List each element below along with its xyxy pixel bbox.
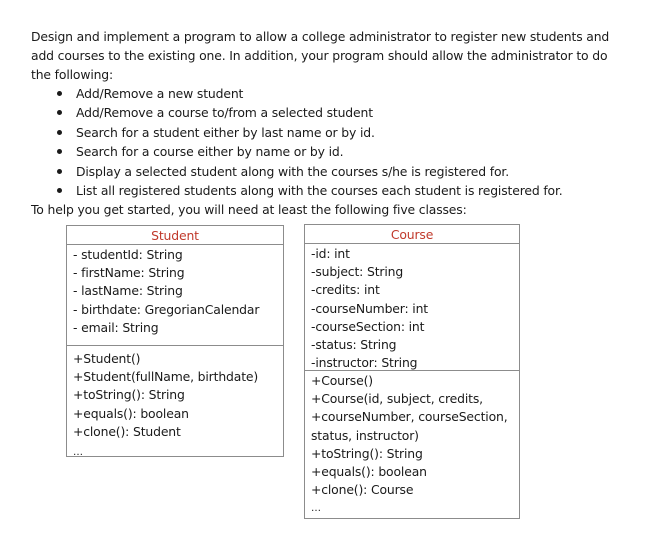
method: +toString(): String (73, 387, 185, 403)
attribute: - studentId: String (73, 247, 183, 262)
student-methods (67, 345, 283, 462)
method: +Course() (311, 373, 373, 388)
intro-line: the following: (31, 67, 114, 82)
student-class-title: Student (67, 226, 283, 245)
attribute: -id: int (311, 246, 350, 261)
method: +courseNumber, courseSection, (311, 409, 508, 425)
attribute: -credits: int (311, 282, 380, 298)
intro-line: add courses to the existing one. In addition, your program should allow the administrator to do (31, 48, 608, 63)
requirement-item: Display a selected student along with the courses s/he is registered for. (31, 162, 631, 181)
method: +equals(): boolean (73, 405, 189, 421)
attribute: -status: String (311, 337, 397, 353)
attribute: -courseNumber: int (311, 300, 429, 316)
attribute: - birthdate: GregorianCalendar (73, 301, 260, 317)
attribute: - firstName: String (73, 265, 185, 281)
requirements-list (31, 84, 631, 200)
method: +Course(id, subject, credits, (311, 391, 483, 407)
method: +equals(): boolean (311, 464, 427, 480)
ellipsis: … (311, 503, 321, 515)
attribute: - email: String (73, 319, 159, 335)
intro-line: Design and implement a program to allow a college administrator to register new students and (31, 29, 610, 44)
method: +Student(fullName, birthdate) (73, 369, 259, 385)
requirement-item: Add/Remove a course to/from a selected student (31, 103, 631, 122)
course-class-title: Course (305, 225, 519, 244)
method: +toString(): String (311, 445, 423, 461)
course-class-diagram (304, 224, 520, 519)
attribute: -instructor: String (311, 355, 418, 371)
method: +Student() (73, 351, 141, 366)
course-methods (305, 370, 519, 519)
requirement-item: Search for a course either by name or by id. (31, 142, 631, 161)
attribute: - lastName: String (73, 283, 183, 299)
method: status, instructor) (311, 427, 419, 443)
attribute: -subject: String (311, 264, 404, 280)
method: +clone(): Course (311, 482, 414, 498)
requirement-item: List all registered students along with the courses each student is registered for. (31, 181, 631, 200)
ellipsis: … (73, 447, 83, 459)
method: +clone(): Student (73, 423, 181, 439)
closing-line: To help you get started, you will need at least the following five classes: (31, 202, 467, 218)
requirement-item: Search for a student either by last name or by id. (31, 123, 631, 142)
assignment-description (31, 27, 631, 219)
student-class-diagram (66, 225, 284, 457)
student-attributes (67, 245, 283, 345)
requirement-item: Add/Remove a new student (31, 84, 631, 103)
course-attributes (305, 244, 519, 370)
attribute: -courseSection: int (311, 318, 425, 334)
